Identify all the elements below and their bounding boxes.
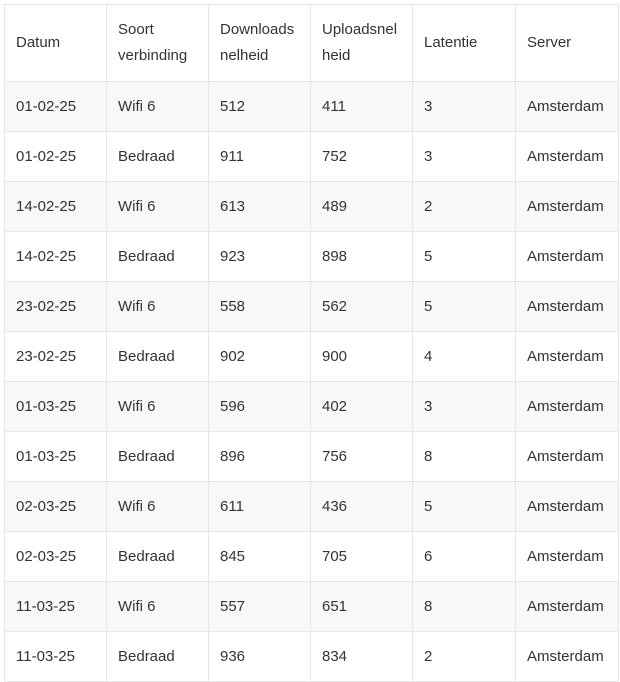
uploadsnelheid-cell: 900 — [311, 332, 413, 382]
table-row — [5, 582, 619, 632]
downloadsnelheid-cell: 596 — [209, 382, 311, 432]
datum-cell: 14-02-25 — [5, 182, 107, 232]
table-row — [5, 132, 619, 182]
server-cell: Amsterdam — [516, 182, 619, 232]
latentie-cell: 3 — [413, 132, 516, 182]
uploadsnelheid-cell: 898 — [311, 232, 413, 282]
datum-cell: 01-03-25 — [5, 382, 107, 432]
uploadsnelheid-cell: 756 — [311, 432, 413, 482]
downloadsnelheid-cell: 611 — [209, 482, 311, 532]
datum-cell: 11-03-25 — [5, 632, 107, 682]
downloadsnelheid-cell: 558 — [209, 282, 311, 332]
server-cell: Amsterdam — [516, 382, 619, 432]
uploadsnelheid-cell: 436 — [311, 482, 413, 532]
soort-verbinding-cell: Bedraad — [107, 232, 209, 282]
datum-cell: 02-03-25 — [5, 482, 107, 532]
uploadsnelheid-cell: 705 — [311, 532, 413, 582]
header-row — [5, 5, 619, 82]
downloadsnelheid-cell: 512 — [209, 82, 311, 132]
server-cell: Amsterdam — [516, 632, 619, 682]
uploadsnelheid-cell: 834 — [311, 632, 413, 682]
downloadsnelheid-cell: 896 — [209, 432, 311, 482]
soort-verbinding-cell: Bedraad — [107, 532, 209, 582]
datum-cell: 01-03-25 — [5, 432, 107, 482]
latentie-cell: 3 — [413, 382, 516, 432]
datum-cell: 02-03-25 — [5, 532, 107, 582]
downloadsnelheid-cell: 845 — [209, 532, 311, 582]
server-cell: Amsterdam — [516, 332, 619, 382]
uploadsnelheid-cell: 562 — [311, 282, 413, 332]
uploadsnelheid-cell: 402 — [311, 382, 413, 432]
latentie-cell: 5 — [413, 232, 516, 282]
table-row — [5, 282, 619, 332]
server-cell: Amsterdam — [516, 282, 619, 332]
datum-cell: 23-02-25 — [5, 282, 107, 332]
column-header-downloadsnelheid: Downloads nelheid — [209, 5, 311, 82]
soort-verbinding-cell: Wifi 6 — [107, 382, 209, 432]
downloadsnelheid-cell: 613 — [209, 182, 311, 232]
latentie-cell: 4 — [413, 332, 516, 382]
soort-verbinding-cell: Wifi 6 — [107, 582, 209, 632]
table-row — [5, 632, 619, 682]
latentie-cell: 6 — [413, 532, 516, 582]
datum-cell: 01-02-25 — [5, 82, 107, 132]
uploadsnelheid-cell: 411 — [311, 82, 413, 132]
speedtest-table — [4, 4, 619, 682]
soort-verbinding-cell: Bedraad — [107, 332, 209, 382]
table-row — [5, 482, 619, 532]
soort-verbinding-cell: Wifi 6 — [107, 282, 209, 332]
table-row — [5, 432, 619, 482]
column-header-server: Server — [516, 5, 619, 82]
server-cell: Amsterdam — [516, 432, 619, 482]
soort-verbinding-cell: Wifi 6 — [107, 82, 209, 132]
downloadsnelheid-cell: 902 — [209, 332, 311, 382]
soort-verbinding-cell: Bedraad — [107, 132, 209, 182]
table-header — [5, 5, 619, 82]
column-header-soort-verbinding: Soort verbinding — [107, 5, 209, 82]
server-cell: Amsterdam — [516, 82, 619, 132]
latentie-cell: 3 — [413, 82, 516, 132]
downloadsnelheid-cell: 557 — [209, 582, 311, 632]
uploadsnelheid-cell: 489 — [311, 182, 413, 232]
table-row — [5, 532, 619, 582]
latentie-cell: 5 — [413, 282, 516, 332]
latentie-cell: 2 — [413, 632, 516, 682]
latentie-cell: 8 — [413, 582, 516, 632]
uploadsnelheid-cell: 651 — [311, 582, 413, 632]
server-cell: Amsterdam — [516, 482, 619, 532]
table-row — [5, 82, 619, 132]
soort-verbinding-cell: Bedraad — [107, 432, 209, 482]
column-header-datum: Datum — [5, 5, 107, 82]
table-row — [5, 382, 619, 432]
soort-verbinding-cell: Wifi 6 — [107, 182, 209, 232]
datum-cell: 14-02-25 — [5, 232, 107, 282]
latentie-cell: 5 — [413, 482, 516, 532]
column-header-latentie: Latentie — [413, 5, 516, 82]
soort-verbinding-cell: Wifi 6 — [107, 482, 209, 532]
downloadsnelheid-cell: 923 — [209, 232, 311, 282]
server-cell: Amsterdam — [516, 582, 619, 632]
latentie-cell: 2 — [413, 182, 516, 232]
speedtest-table-container — [4, 4, 618, 682]
downloadsnelheid-cell: 911 — [209, 132, 311, 182]
table-row — [5, 182, 619, 232]
datum-cell: 23-02-25 — [5, 332, 107, 382]
server-cell: Amsterdam — [516, 132, 619, 182]
server-cell: Amsterdam — [516, 532, 619, 582]
uploadsnelheid-cell: 752 — [311, 132, 413, 182]
table-row — [5, 232, 619, 282]
datum-cell: 11-03-25 — [5, 582, 107, 632]
soort-verbinding-cell: Bedraad — [107, 632, 209, 682]
table-row — [5, 332, 619, 382]
datum-cell: 01-02-25 — [5, 132, 107, 182]
column-header-uploadsnelheid: Uploadsnel heid — [311, 5, 413, 82]
latentie-cell: 8 — [413, 432, 516, 482]
server-cell: Amsterdam — [516, 232, 619, 282]
downloadsnelheid-cell: 936 — [209, 632, 311, 682]
table-body — [5, 82, 619, 682]
